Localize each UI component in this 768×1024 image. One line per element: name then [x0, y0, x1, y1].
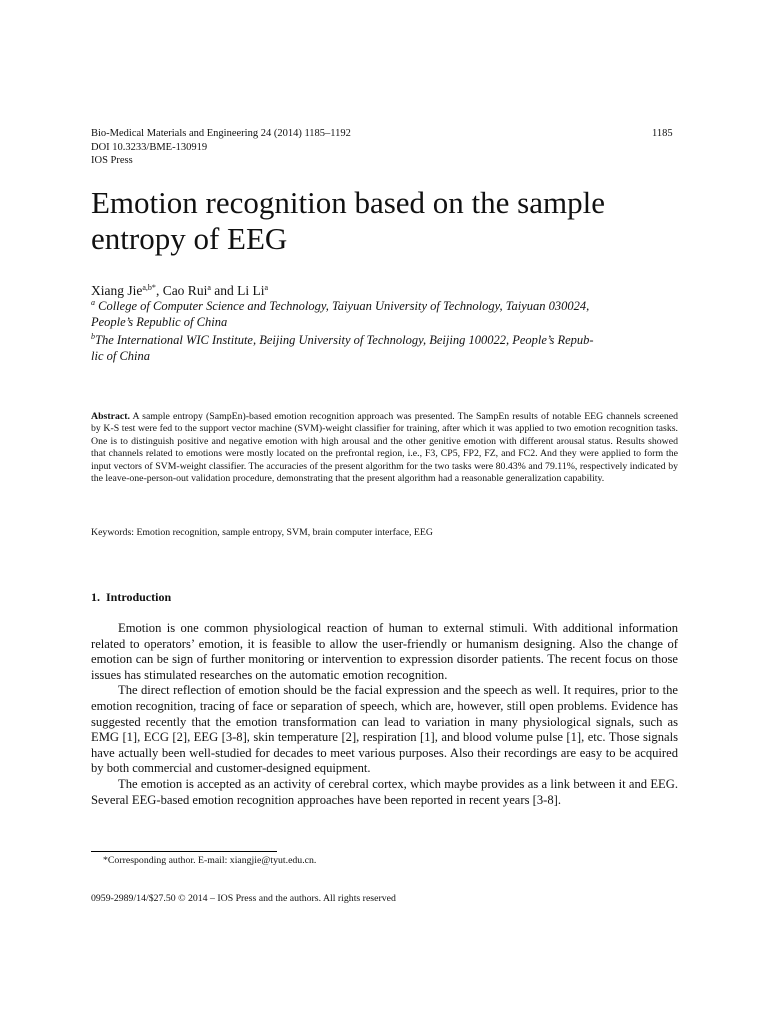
abstract: [91, 411, 678, 485]
author-name: Cao Rui: [162, 283, 208, 298]
affiliation-text: People’s Republic of China: [91, 315, 228, 329]
copyright-line: 0959-2989/14/$27.50 © 2014 – IOS Press and the authors. All rights reserved: [91, 893, 396, 904]
affiliation-mark: b: [91, 332, 95, 341]
author-separator: ,: [155, 283, 163, 298]
paragraph: Emotion is one common physiological reaction of human to external stimuli. With additional information related to operators’ emotion, it is feasible to allow the user-friendly or humanism designing. Also the change of emotion can be sign of further monitoring or intervention to expression disorder patients. The recent focus on those issues has stimulated researches on the automatic emotion recognition.: [91, 621, 678, 682]
footnote-rule: [91, 851, 277, 852]
keywords: Keywords: Emotion recognition, sample entropy, SVM, brain computer interface, EEG: [91, 527, 433, 538]
publisher: IOS Press: [91, 155, 133, 166]
affiliation: [91, 298, 678, 330]
journal-citation: Bio-Medical Materials and Engineering 24 (2014) 1185–1192: [91, 128, 351, 139]
title-line: entropy of EEG: [91, 221, 288, 256]
affiliation-text: lic of China: [91, 349, 151, 363]
paragraph: The emotion is accepted as an activity of cerebral cortex, which maybe provides as a link between it and EEG. Several EEG-based emotion recognition approaches have been reported in recent years [3-8].: [91, 776, 678, 807]
title-line: Emotion recognition based on the sample: [91, 185, 605, 220]
doi: DOI 10.3233/BME-130919: [91, 141, 208, 153]
author-affiliation-mark: a: [207, 283, 211, 292]
author-affiliation-mark: a: [264, 283, 269, 292]
affiliation-text: College of Computer Science and Technology, Taiyuan University of Technology, Taiyuan 030024,: [98, 299, 590, 313]
author-affiliation-mark: a,b*: [142, 283, 156, 292]
footnote: *Corresponding author. E-mail: xiangjie@tyut.edu.cn.: [103, 855, 317, 866]
section-heading: 1. Introduction: [91, 590, 172, 604]
body-text: [91, 621, 678, 808]
author-list: [91, 282, 268, 299]
affiliation-mark: a: [91, 298, 95, 307]
affiliation: [91, 332, 678, 364]
author-name: Li Li: [237, 283, 265, 298]
abstract-label: Abstract.: [91, 411, 130, 422]
page-number: 1185: [652, 128, 673, 139]
author-name: Xiang Jie: [91, 283, 143, 298]
paper-title: [91, 185, 691, 257]
affiliation-text: The International WIC Institute, Beijing University of Technology, Beijing 100022, People’s Repub-: [95, 333, 594, 347]
author-separator: and: [210, 283, 238, 298]
paragraph: The direct reflection of emotion should be the facial expression and the speech as well. It requires, prior to the emotion recognition, tracing of face or separation of speech, which are, however, still open problems. Evidence has suggested recently that the emotion transformation can lead to variation in many physiological signals, such as EMG [1], ECG [2], EEG [3-8], skin temperature [2], respiration [1], and blood volume pulse [1], etc. Those signals have actually been well-studied for decades to meet various purposes. Also their recordings are easy to be acquired by both commercial and customer-designed equipment.: [91, 683, 678, 776]
running-header: [91, 127, 351, 168]
abstract-text: A sample entropy (SampEn)-based emotion recognition approach was presented. The SampEn results of notable EEG channels screened by K-S test were fed to the support vector machine (SVM)-weight classifier for training, after which it was applied to two emotion recognition tasks. One is to distinguish positive and negative emotion with high arousal and the other genitive emotion with different arousal status. Results showed that channels related to emotions were mostly located on the prefrontal region, i.e., F3, CP5, FP2, FZ, and FC2. And they were applied to form the input vectors of SVM-weight classifier. The accuracies of the present algorithm for the two tasks were 80.43% and 79.11%, respectively indicated by the leave-one-person-out validation procedure, demonstrating that the present algorithm had a reasonable generalization capability.: [91, 411, 678, 485]
